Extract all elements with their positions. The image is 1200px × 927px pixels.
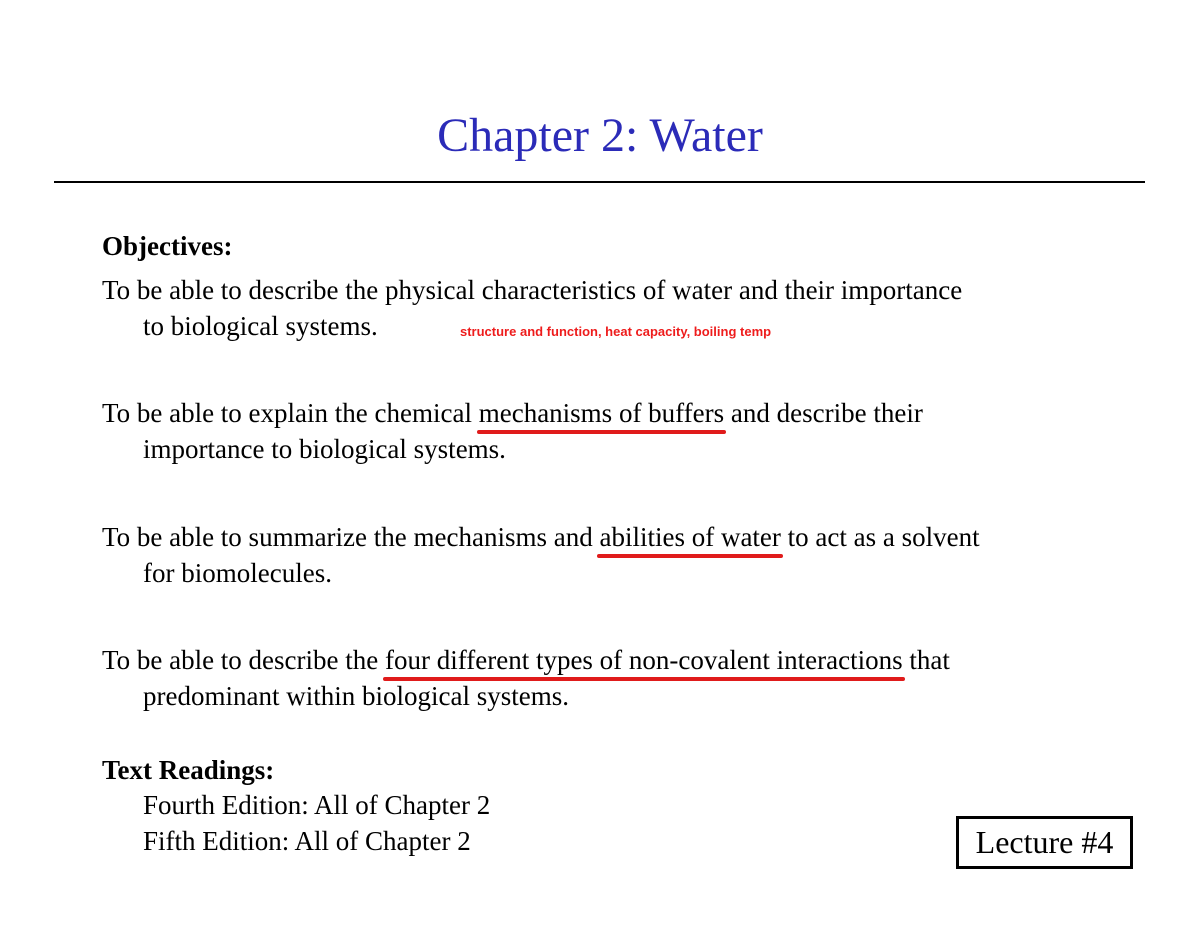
reading-item: Fifth Edition: All of Chapter 2 <box>143 826 471 856</box>
objective-3-line-1 <box>102 519 980 555</box>
objective-2-underlined-phrase: mechanisms of buffers <box>479 395 724 431</box>
objective-4-text-before: To be able to describe the <box>102 645 385 675</box>
lecture-number-box: Lecture #4 <box>956 816 1133 869</box>
objective-3-text-before: To be able to summarize the mechanisms and <box>102 522 600 552</box>
objective-1-line-1: To be able to describe the physical characteristics of water and their importance <box>102 275 963 305</box>
objective-4 <box>102 642 950 714</box>
title-divider <box>54 181 1145 183</box>
text-readings-heading: Text Readings: <box>102 755 275 785</box>
handwritten-annotation: structure and function, heat capacity, boiling temp <box>460 324 772 339</box>
objective-4-underlined-phrase: four different types of non-covalent interactions <box>385 642 903 678</box>
objective-2-text-after: and describe their <box>724 398 923 428</box>
objective-3-line-2: for biomolecules. <box>143 558 332 588</box>
objective-3 <box>102 519 980 591</box>
objective-2 <box>102 395 923 467</box>
objective-4-line-2: predominant within biological systems. <box>143 681 569 711</box>
objective-2-line-2: importance to biological systems. <box>143 434 506 464</box>
objective-4-line-1 <box>102 642 950 678</box>
objective-2-text-before: To be able to explain the chemical <box>102 398 479 428</box>
objective-4-text-after: that <box>902 645 950 675</box>
objective-2-line-1 <box>102 395 923 431</box>
slide-title: Chapter 2: Water <box>437 109 763 162</box>
reading-item: Fourth Edition: All of Chapter 2 <box>143 790 491 820</box>
objective-1-line-2: to biological systems. <box>143 311 378 341</box>
objectives-heading: Objectives: <box>102 231 233 261</box>
objective-3-text-after: to act as a solvent <box>780 522 980 552</box>
readings-list <box>143 787 490 859</box>
objective-3-underlined-phrase: abilities of water <box>599 519 780 555</box>
